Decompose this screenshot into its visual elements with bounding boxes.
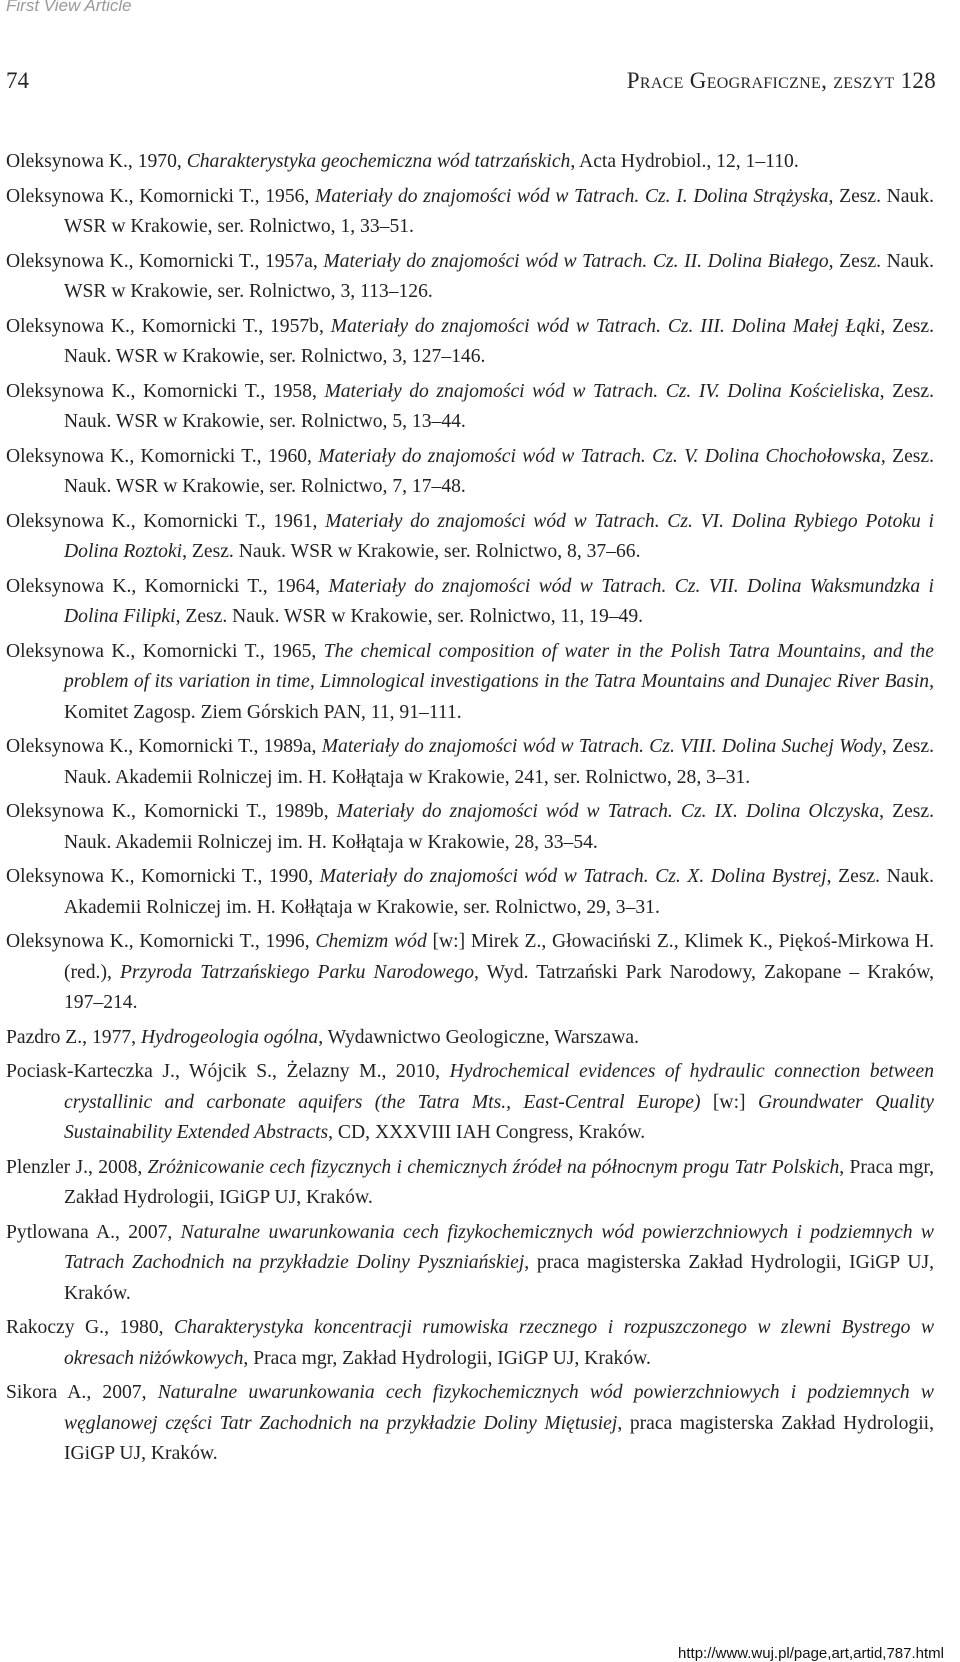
reference-item	[6, 572, 934, 633]
reference-authors: Pazdro Z., 1977,	[6, 1026, 141, 1048]
reference-item	[6, 377, 934, 438]
reference-rest-2: , Wyd. Tatrzański Park Narodowy, Zakopane – Kraków, 197–214.	[64, 961, 934, 1013]
reference-authors: Pytlowana A., 2007,	[6, 1221, 181, 1243]
reference-item	[6, 732, 934, 793]
reference-authors: Oleksynowa K., 1970,	[6, 151, 187, 172]
reference-rest: , Zesz. Nauk. WSR w Krakowie, ser. Rolnictwo, 8, 37–66.	[182, 541, 641, 562]
reference-item	[6, 797, 934, 858]
reference-authors: Oleksynowa K., Komornicki T., 1957a,	[6, 250, 324, 272]
reference-title: Naturalne uwarunkowania cech fizykochemicznych wód powierzchniowych i podziemnych w Tatrach Zachodnich na przykładzie Doliny Pyszniańskiej	[64, 1221, 934, 1273]
reference-authors: Oleksynowa K., Komornicki T., 1989b,	[6, 801, 337, 822]
reference-item	[6, 1057, 934, 1149]
reference-authors: Oleksynowa K., Komornicki T., 1957b,	[6, 315, 331, 337]
reference-item	[6, 312, 934, 373]
reference-authors: Oleksynowa K., Komornicki T., 1964,	[6, 575, 329, 597]
reference-title: Materiały do znajomości wód w Tatrach. Cz. I. Dolina Strążyska	[315, 185, 829, 207]
reference-item	[6, 927, 934, 1019]
reference-title: Hydrochemical evidences of hydraulic connection between crystallinic and carbonate aquifers (the Tatra Mts., East-Central Europe)	[64, 1061, 935, 1113]
reference-title: Materiały do znajomości wód w Tatrach. Cz. VIII. Dolina Suchej Wody	[321, 736, 882, 757]
reference-rest: , praca magisterska Zakład Hydrologii, IGiGP UJ, Kraków.	[64, 1252, 934, 1304]
reference-title: Naturalne uwarunkowania cech fizykochemicznych wód powierzchniowych i podziemnych w węglanowej części Tatr Zachodnich na przykładzie Doliny Miętusiej	[64, 1382, 934, 1434]
reference-authors: Oleksynowa K., Komornicki T., 1989a,	[6, 736, 322, 757]
reference-rest: , Zesz. Nauk. WSR w Krakowie, ser. Rolnictwo, 11, 19–49.	[175, 606, 644, 627]
footer-url-link[interactable]: http://www.wuj.pl/page,art,artid,787.html	[678, 1645, 944, 1662]
reference-rest: , Wydawnictwo Geologiczne, Warszawa.	[318, 1026, 639, 1048]
reference-book-title: Przyroda Tatrzańskiego Parku Narodowego	[119, 961, 475, 983]
reference-title: Materiały do znajomości wód w Tatrach. Cz. IV. Dolina Kościeliska	[324, 380, 880, 402]
running-header	[6, 68, 936, 94]
reference-rest: , Zesz. Nauk. WSR w Krakowie, ser. Rolnictwo, 1, 33–51.	[64, 185, 934, 237]
reference-title: The chemical composition of water in the Polish Tatra Mountains, and the problem of its variation in time, Limnological investigations in the Tatra Mountains and Dunajec River Basin	[64, 640, 934, 692]
first-view-banner: First View Article	[6, 0, 132, 15]
reference-title: Materiały do znajomości wód w Tatrach. Cz. X. Dolina Bystrej	[319, 866, 827, 887]
reference-rest: , Acta Hydrobiol., 12, 1–110.	[570, 151, 799, 172]
reference-item	[6, 1023, 934, 1054]
reference-item	[6, 1378, 934, 1470]
reference-title: Zróżnicowanie cech fizycznych i chemicznych źródeł na północnym progu Tatr Polskich	[147, 1156, 840, 1178]
reference-title: Materiały do znajomości wód w Tatrach. Cz. III. Dolina Małej Łąki	[330, 315, 881, 337]
reference-title: Materiały do znajomości wód w Tatrach. Cz. II. Dolina Białego	[323, 250, 829, 272]
reference-authors: Sikora A., 2007,	[6, 1382, 158, 1403]
reference-title: Charakterystyka koncentracji rumowiska rzecznego i rozpuszczonego w zlewni Bystrego w okresach niżówkowych	[64, 1317, 935, 1369]
reference-item	[6, 182, 934, 243]
page-number: 74	[6, 68, 29, 93]
reference-authors: Oleksynowa K., Komornicki T., 1965,	[6, 640, 324, 662]
reference-authors: Oleksynowa K., Komornicki T., 1960,	[6, 445, 319, 467]
reference-item	[6, 507, 934, 568]
reference-rest: , Zesz. Nauk. WSR w Krakowie, ser. Rolnictwo, 5, 13–44.	[64, 380, 934, 432]
reference-authors: Pociask-Karteczka J., Wójcik S., Żelazny M., 2010,	[6, 1061, 450, 1082]
reference-rest: , Zesz. Nauk. WSR w Krakowie, ser. Rolnictwo, 3, 127–146.	[64, 315, 934, 367]
reference-item	[6, 147, 934, 178]
reference-rest: , Zesz. Nauk. WSR w Krakowie, ser. Rolnictwo, 3, 113–126.	[64, 250, 934, 302]
reference-authors: Rakoczy G., 1980,	[6, 1317, 175, 1338]
reference-title: Hydrogeologia ogólna	[140, 1026, 319, 1048]
reference-rest: , Praca mgr, Zakład Hydrologii, IGiGP UJ, Kraków.	[243, 1347, 651, 1369]
reference-item	[6, 1153, 934, 1214]
reference-item	[6, 442, 934, 503]
reference-title: Chemizm wód	[315, 931, 427, 952]
reference-rest: , Zesz. Nauk. Akademii Rolniczej im. H. Kołłątaja w Krakowie, ser. Rolnictwo, 29, 3–31.	[64, 866, 935, 918]
reference-authors: Oleksynowa K., Komornicki T., 1956,	[6, 185, 315, 207]
reference-rest: , Zesz. Nauk. WSR w Krakowie, ser. Rolnictwo, 7, 17–48.	[64, 445, 934, 497]
reference-title: Materiały do znajomości wód w Tatrach. Cz. V. Dolina Chochołowska	[318, 445, 881, 467]
reference-title: Materiały do znajomości wód w Tatrach. Cz. IX. Dolina Olczyska	[336, 801, 880, 822]
journal-title: Prace Geograficzne, zeszyt 128	[626, 68, 936, 93]
reference-title: Materiały do znajomości wód w Tatrach. Cz. VI. Dolina Rybiego Potoku i Dolina Roztoki	[64, 510, 935, 562]
reference-title: Charakterystyka geochemiczna wód tatrzańskich	[186, 151, 571, 172]
reference-authors: Oleksynowa K., Komornicki T., 1990,	[6, 866, 320, 887]
reference-rest-2: , CD, XXXVIII IAH Congress, Kraków.	[328, 1122, 646, 1143]
reference-rest: [w:] Mirek Z., Głowaciński Z., Klimek K., Piękoś-Mirkowa H. (red.),	[64, 931, 934, 983]
reference-rest: , Praca mgr, Zakład Hydrologii, IGiGP UJ, Kraków.	[64, 1156, 934, 1208]
reference-title: Materiały do znajomości wód w Tatrach. Cz. VII. Dolina Waksmundzka i Dolina Filipki	[64, 575, 934, 627]
reference-item	[6, 862, 934, 923]
reference-item	[6, 1313, 934, 1374]
reference-authors: Oleksynowa K., Komornicki T., 1996,	[6, 931, 316, 952]
reference-rest: , Zesz. Nauk. Akademii Rolniczej im. H. Kołłątaja w Krakowie, 28, 33–54.	[64, 801, 935, 853]
reference-list	[6, 147, 934, 1474]
reference-rest: , Komitet Zagosp. Ziem Górskich PAN, 11, 91–111.	[64, 671, 934, 723]
reference-authors: Oleksynowa K., Komornicki T., 1961,	[6, 510, 326, 532]
reference-item	[6, 637, 934, 729]
reference-authors: Plenzler J., 2008,	[6, 1156, 148, 1178]
reference-book-title: Groundwater Quality Sustainability Extended Abstracts	[64, 1091, 934, 1143]
reference-rest: , Zesz. Nauk. Akademii Rolniczej im. H. Kołłątaja w Krakowie, 241, ser. Rolnictwo, 28, 3–31.	[64, 736, 934, 788]
reference-rest: [w:]	[700, 1091, 758, 1113]
reference-item	[6, 1218, 934, 1310]
reference-authors: Oleksynowa K., Komornicki T., 1958,	[6, 380, 325, 402]
reference-item	[6, 247, 934, 308]
reference-rest: , praca magisterska Zakład Hydrologii, IGiGP UJ, Kraków.	[64, 1412, 934, 1464]
